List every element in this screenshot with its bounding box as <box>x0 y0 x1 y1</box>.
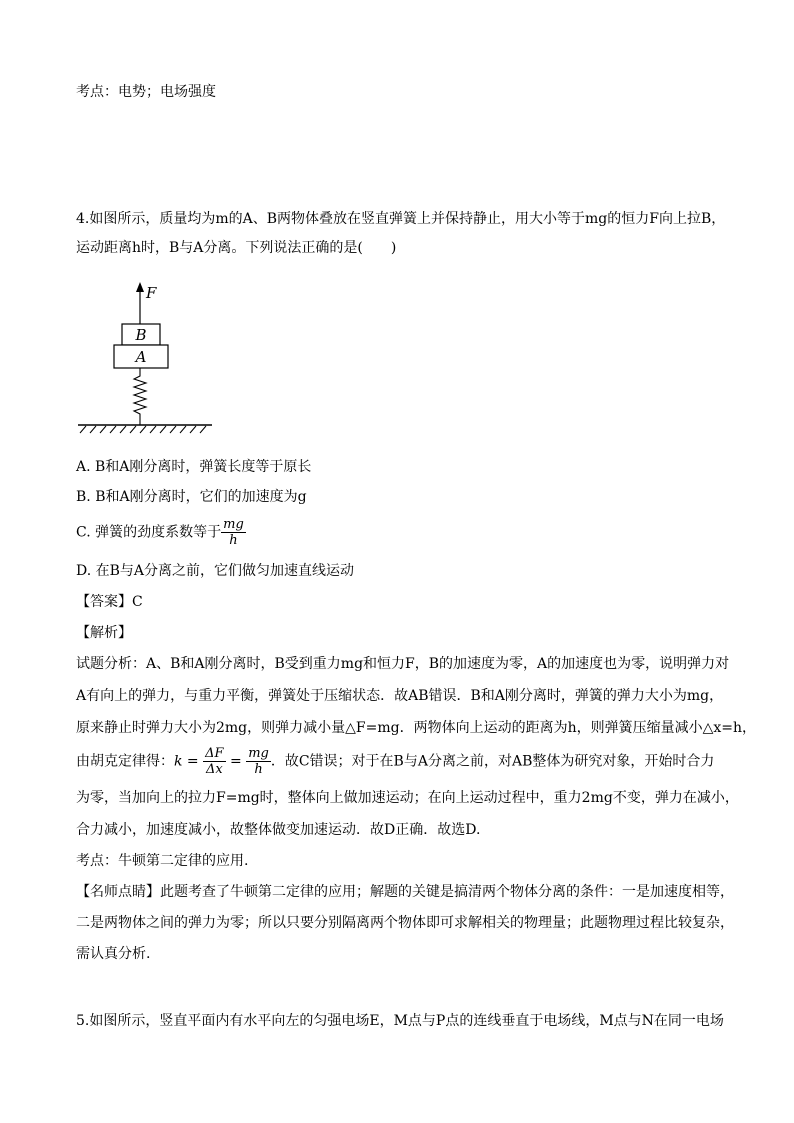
hooke-k: k <box>174 753 183 770</box>
analysis-line-3: 原来静止时弹力大小为2mg，则弹力减小量△F=mg．两物体向上运动的距离为h，则弹簧压缩量减小△x=h， <box>76 720 757 736</box>
force-label: F <box>146 284 157 302</box>
option-b: B. B和A刚分离时，它们的加速度为g <box>76 489 307 505</box>
spring <box>134 368 146 425</box>
fraction-mg-over-h <box>246 746 271 777</box>
topic-line-q4: 考点：牛顿第二定律的应用. <box>76 853 249 869</box>
question-5-stem-line-1: 5.如图所示，竖直平面内有水平向左的匀强电场E，M点与P点的连线垂直于电场线，M点与N在同一电场 <box>76 1013 724 1029</box>
analysis-line-6: 合力减小，加速度减小，故整体做变加速运动．故D正确．故选D. <box>76 822 481 838</box>
analysis-line-5: 为零，当加向上的拉力F=mg时，整体向上做加速运动；在向上运动过程中，重力2mg不变，弹力在减小， <box>76 790 739 806</box>
option-c-denominator: h <box>229 533 238 548</box>
teacher-note-line-1: 【名师点睛】此题考查了牛顿第二定律的应用；解题的关键是搞清两个物体分离的条件：一是加速度相等， <box>76 884 734 900</box>
topic-line-top: 考点：电势；电场强度 <box>76 84 216 100</box>
fraction-delta-f-over-delta-x <box>203 746 225 777</box>
teacher-note-line-2: 二是两物体之间的弹力为零；所以只要分别隔离两个物体即可求解相关的物理量；此题物理过程比较复杂， <box>76 915 734 931</box>
answer-line: 【答案】C <box>76 594 143 610</box>
spring-block-figure <box>76 280 216 440</box>
block-a-label: A <box>135 348 147 366</box>
fraction-1-denominator: Δx <box>205 762 223 777</box>
ground-hatching <box>80 426 206 433</box>
block-b-label: B <box>135 326 147 344</box>
teacher-note-line-3: 需认真分析. <box>76 946 151 962</box>
analysis-line-4-suffix: ．故C错误；对于在B与A分离之前，对AB整体为研究对象，开始时合力 <box>270 753 715 770</box>
analysis-line-4-prefix: 由胡克定律得： <box>76 753 174 770</box>
option-c-numerator: mg <box>223 517 244 532</box>
option-c-text: C. 弹簧的劲度系数等于 <box>76 524 222 541</box>
option-d: D. 在B与A分离之前，它们做匀加速直线运动 <box>76 563 355 579</box>
option-a: A. B和A刚分离时，弹簧长度等于原长 <box>76 459 312 475</box>
fraction-2-numerator: mg <box>248 746 269 761</box>
question-4-stem-line-1: 4.如图所示，质量均为m的A、B两物体叠放在竖直弹簧上并保持静止，用大小等于mg的恒力F向上拉B， <box>76 211 726 227</box>
option-c <box>76 517 246 548</box>
equals-sign-1: = <box>182 753 204 770</box>
force-arrow-head <box>136 282 144 292</box>
question-4-stem-line-2: 运动距离h时，B与A分离。下列说法正确的是( ) <box>76 240 397 256</box>
fraction-1-numerator: ΔF <box>205 746 224 761</box>
option-c-fraction <box>221 517 246 548</box>
equals-sign-2: = <box>225 753 247 770</box>
analysis-line-4 <box>76 746 714 777</box>
fraction-2-denominator: h <box>254 762 263 777</box>
analysis-line-1: 试题分析：A、B和A刚分离时，B受到重力mg和恒力F，B的加速度为零，A的加速度也为零，说明弹力对 <box>76 656 730 672</box>
analysis-line-2: A有向上的弹力，与重力平衡，弹簧处于压缩状态．故AB错误．B和A刚分离时，弹簧的弹力大小为mg， <box>76 688 724 704</box>
analysis-title: 【解析】 <box>76 625 132 641</box>
